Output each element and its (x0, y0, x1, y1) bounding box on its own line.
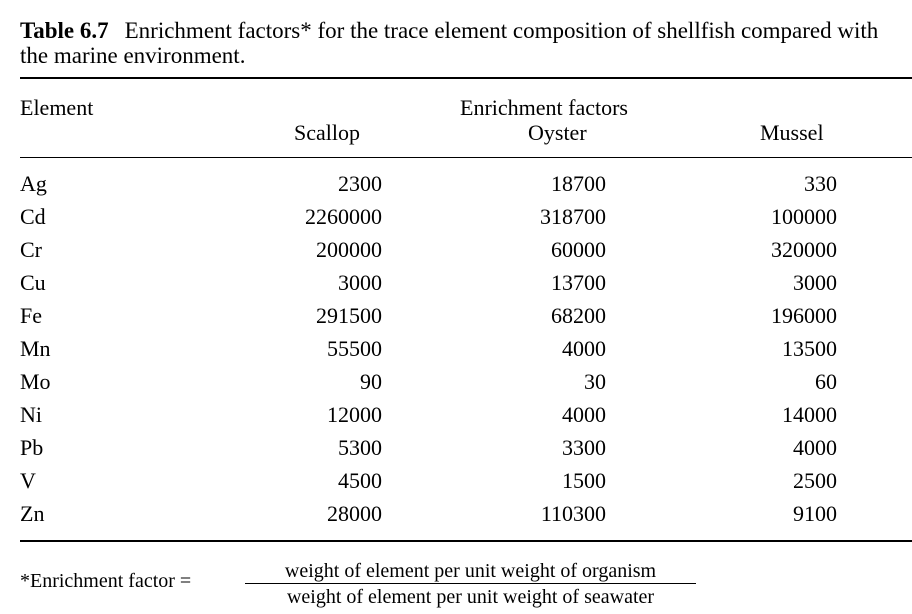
table-row (0, 304, 912, 337)
cell-oyster: 318700 (540, 204, 606, 229)
cell-scallop: 2260000 (305, 204, 382, 229)
table-row (0, 337, 912, 370)
fraction-bar (245, 583, 696, 584)
cell-oyster: 68200 (551, 303, 606, 328)
table-row (0, 238, 912, 271)
fraction-numerator: weight of element per unit weight of organism (284, 560, 657, 582)
cell-mussel: 330 (804, 171, 837, 196)
cell-scallop: 55500 (327, 336, 382, 361)
header-element: Element (20, 95, 94, 120)
cell-mussel: 13500 (782, 336, 837, 361)
header-group: Enrichment factors (460, 95, 628, 120)
table-row (0, 403, 912, 436)
table-row (0, 436, 912, 469)
cell-mussel: 320000 (771, 237, 837, 262)
cell-mussel: 14000 (782, 402, 837, 427)
footnote-fraction (245, 560, 696, 608)
cell-element: Pb (20, 435, 44, 460)
cell-oyster: 110300 (540, 501, 606, 526)
cell-scallop: 12000 (327, 402, 382, 427)
cell-scallop: 3000 (338, 270, 382, 295)
header-oyster: Oyster (528, 120, 587, 145)
cell-oyster: 18700 (551, 171, 606, 196)
cell-element: Cr (20, 237, 42, 262)
cell-scallop: 28000 (327, 501, 382, 526)
cell-element: Ag (20, 171, 47, 196)
cell-scallop: 291500 (316, 303, 382, 328)
cell-mussel: 2500 (793, 468, 837, 493)
cell-mussel: 100000 (771, 204, 837, 229)
cell-oyster: 3300 (562, 435, 606, 460)
bottom-rule (20, 540, 912, 542)
footnote (20, 560, 900, 608)
cell-oyster: 13700 (551, 270, 606, 295)
cell-scallop: 4500 (338, 468, 382, 493)
header-rule (20, 157, 912, 158)
table-row (0, 271, 912, 304)
cell-oyster: 4000 (562, 402, 606, 427)
cell-mussel: 4000 (793, 435, 837, 460)
table-title: Enrichment factors* for the trace element composition of shellfish compared with the marine environment. (20, 18, 879, 68)
top-rule (20, 77, 912, 79)
table-row (0, 502, 912, 535)
cell-mussel: 196000 (771, 303, 837, 328)
cell-oyster: 30 (584, 369, 606, 394)
table-number: Table 6.7 (20, 18, 109, 43)
cell-element: Cu (20, 270, 46, 295)
cell-oyster: 4000 (562, 336, 606, 361)
cell-mussel: 9100 (793, 501, 837, 526)
table-caption (20, 18, 900, 68)
fraction-denominator: weight of element per unit weight of seawater (286, 586, 655, 608)
table-row (0, 469, 912, 502)
header-scallop: Scallop (294, 120, 360, 145)
cell-scallop: 90 (360, 369, 382, 394)
footnote-label: *Enrichment factor = (20, 570, 192, 592)
table-row (0, 370, 912, 403)
table-row (0, 205, 912, 238)
cell-element: Mo (20, 369, 51, 394)
cell-oyster: 1500 (562, 468, 606, 493)
cell-scallop: 5300 (338, 435, 382, 460)
cell-mussel: 60 (815, 369, 837, 394)
cell-element: Ni (20, 402, 42, 427)
cell-element: Mn (20, 336, 51, 361)
header-mussel: Mussel (760, 120, 824, 145)
cell-mussel: 3000 (793, 270, 837, 295)
cell-element: Zn (20, 501, 45, 526)
cell-oyster: 60000 (551, 237, 606, 262)
cell-scallop: 200000 (316, 237, 382, 262)
cell-element: Fe (20, 303, 42, 328)
cell-element: Cd (20, 204, 46, 229)
cell-scallop: 2300 (338, 171, 382, 196)
cell-element: V (20, 468, 36, 493)
table-row (0, 172, 912, 205)
